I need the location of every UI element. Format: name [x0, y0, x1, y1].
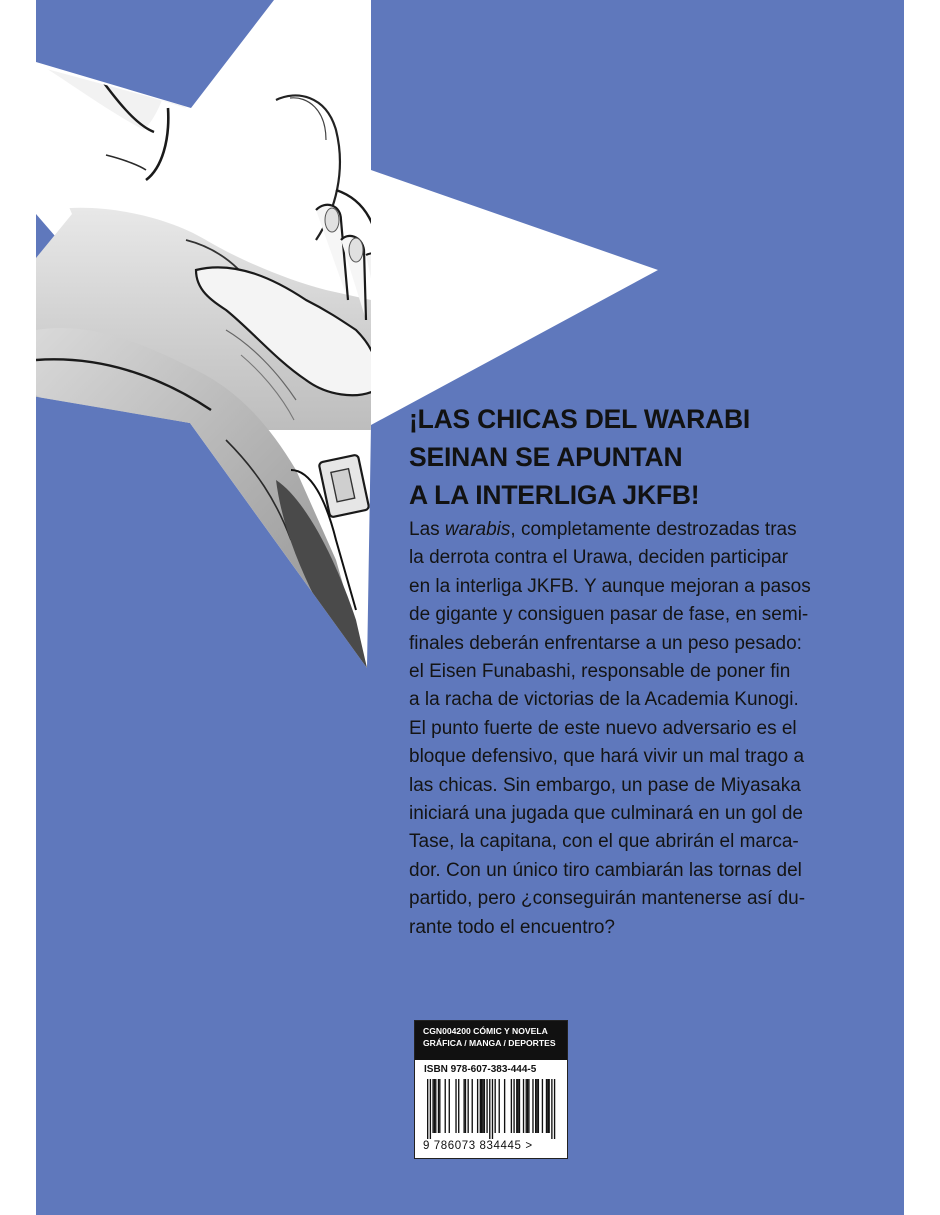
- synopsis-line: iniciará una jugada que culminará en un gol de: [409, 803, 803, 825]
- barcode-bar: [516, 1079, 517, 1133]
- barcode-bar: [554, 1079, 555, 1139]
- barcode-bar: [547, 1079, 548, 1133]
- barcode-bar: [445, 1079, 446, 1133]
- barcode-bar: [484, 1079, 485, 1133]
- barcode-bar: [477, 1079, 478, 1133]
- barcode-bar: [513, 1079, 514, 1133]
- barcode-bar: [430, 1079, 431, 1139]
- synopsis-line: [409, 516, 879, 544]
- barcode-bar: [480, 1079, 481, 1133]
- barcode-bar: [523, 1079, 524, 1133]
- synopsis-text: , completamente destrozadas tras: [510, 519, 797, 540]
- barcode-bar: [517, 1079, 518, 1133]
- barcode-bar: [455, 1079, 456, 1133]
- barcode-bar: [511, 1079, 512, 1133]
- headline-line: A LA INTERLIGA JKFB!: [409, 480, 700, 510]
- barcode-bar: [458, 1079, 459, 1133]
- barcode-bar: [427, 1079, 428, 1139]
- synopsis-line: rante todo el encuentro?: [409, 916, 615, 938]
- barcode-bar: [527, 1079, 528, 1133]
- barcode-bar: [472, 1079, 473, 1133]
- barcode-bar: [463, 1079, 464, 1133]
- synopsis-line: a la racha de victorias de la Academia Kunogi.: [409, 689, 799, 711]
- synopsis-line: partido, pero ¿conseguirán mantenerse así du-: [409, 888, 806, 910]
- barcode-bar: [489, 1079, 490, 1139]
- barcode-bar: [538, 1079, 539, 1133]
- barcode-bar: [504, 1079, 505, 1133]
- barcode-bar: [519, 1079, 520, 1133]
- synopsis: [409, 516, 879, 942]
- synopsis-line: la derrota contra el Urawa, deciden participar: [409, 547, 789, 569]
- barcode-bar: [495, 1079, 496, 1133]
- barcode-bar: [439, 1079, 440, 1133]
- category-label: [415, 1021, 567, 1060]
- barcode-bar: [465, 1079, 466, 1133]
- barcode-bar: [468, 1079, 469, 1133]
- category-line: CGN004200 CÓMIC Y NOVELA: [423, 1026, 548, 1036]
- synopsis-line: finales deberán enfrentarse a un peso pesado:: [409, 632, 802, 654]
- synopsis-line: de gigante y consiguen pasar de fase, en semi-: [409, 604, 809, 626]
- synopsis-line: el Eisen Funabashi, responsable de poner fin: [409, 661, 791, 683]
- barcode-bar: [482, 1079, 483, 1133]
- isbn-label: ISBN 978-607-383-444-5: [424, 1064, 537, 1075]
- synopsis-line: bloque defensivo, que hará vivir un mal trago a: [409, 746, 805, 768]
- barcode-bar: [434, 1079, 435, 1133]
- back-cover: [36, 0, 904, 1215]
- headline-line: ¡LAS CHICAS DEL WARABI: [409, 404, 751, 434]
- barcode-bar: [535, 1079, 536, 1133]
- barcode-bar: [481, 1079, 482, 1133]
- synopsis-line: El punto fuerte de este nuevo adversario es el: [409, 717, 797, 739]
- barcode-bar: [435, 1079, 436, 1133]
- synopsis-line: en la interliga JKFB. Y aunque mejoran a pasos: [409, 575, 811, 597]
- barcode-bar: [532, 1079, 533, 1133]
- synopsis-line: las chicas. Sin embargo, un pase de Miyasaka: [409, 774, 801, 796]
- barcode-bar: [549, 1079, 550, 1133]
- barcode-bar: [492, 1079, 493, 1139]
- barcode-digits: 9 786073 834445 >: [423, 1140, 533, 1152]
- synopsis-line: Tase, la capitana, con el que abrirán el marca-: [409, 831, 799, 853]
- barcode-bar: [528, 1079, 529, 1133]
- barcode-bar: [536, 1079, 537, 1133]
- barcode-bar: [438, 1079, 439, 1133]
- category-line: GRÁFICA / MANGA / DEPORTES: [423, 1038, 556, 1048]
- barcode-bar: [449, 1079, 450, 1133]
- barcode-box: [414, 1020, 568, 1159]
- barcode-bar: [486, 1079, 487, 1133]
- headline: [409, 400, 889, 514]
- barcode-bar: [499, 1079, 500, 1133]
- barcode-bar: [546, 1079, 547, 1133]
- barcode: [419, 1079, 563, 1139]
- barcode-bar: [432, 1079, 433, 1133]
- barcode-bar: [526, 1079, 527, 1133]
- barcode-bar: [542, 1079, 543, 1133]
- barcode-bar: [551, 1079, 552, 1139]
- synopsis-line: dor. Con un único tiro cambiarán las tornas del: [409, 859, 802, 881]
- synopsis-italic: warabis: [444, 519, 511, 540]
- synopsis-text: Las: [409, 519, 445, 540]
- headline-line: SEINAN SE APUNTAN: [409, 442, 683, 472]
